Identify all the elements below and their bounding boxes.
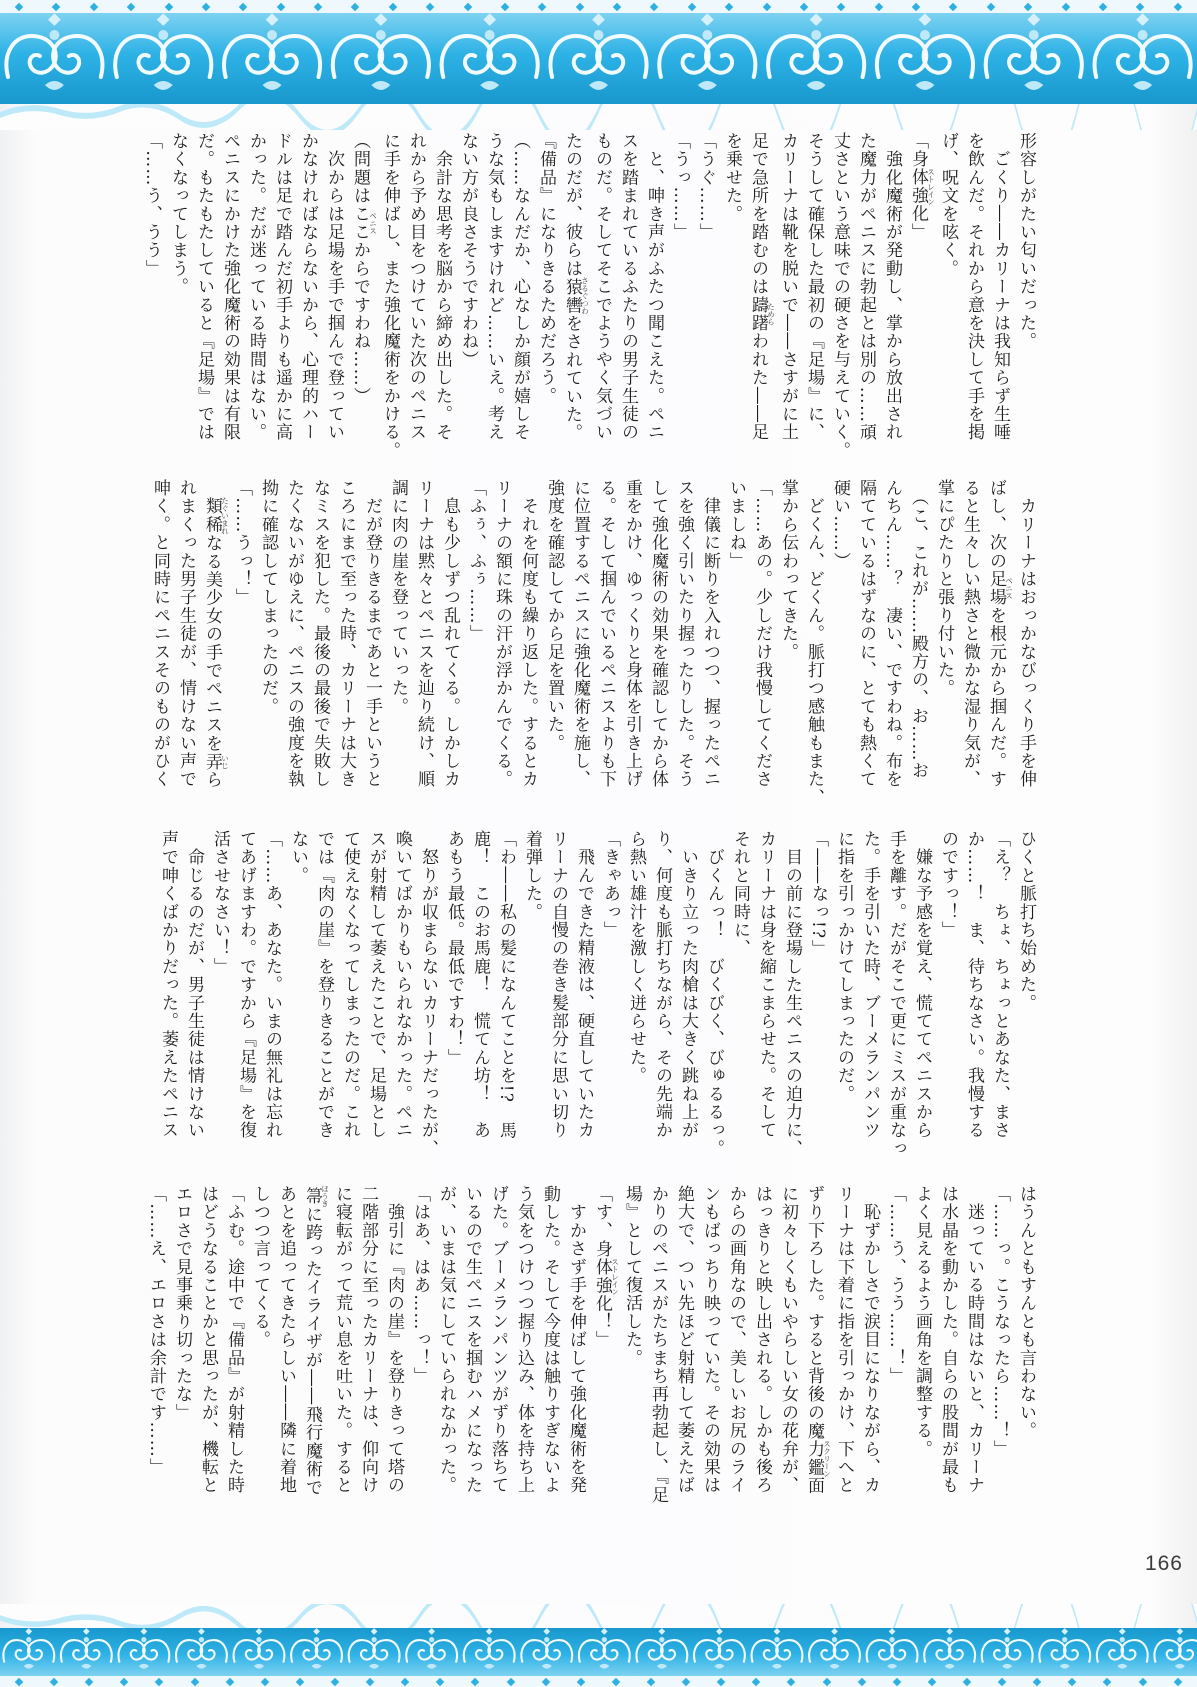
diamond-icon (541, 1677, 549, 1685)
text-column: だが登りきるまであと一手というと (362, 479, 382, 789)
diamond-icon (239, 2, 247, 10)
text-column: して強化魔術の効果を確認してから体 (648, 479, 668, 789)
diamond-icon (261, 1677, 269, 1685)
text-column: スが射精して萎えたことで、足場とし (366, 830, 386, 1140)
text-column: そうして確保した最初の『足場』に、 (804, 132, 824, 442)
text-column: はうんともすんとも言わない。 (1016, 1185, 1036, 1440)
diamond-icon (822, 1677, 830, 1685)
text-column: からの画角なので、美しいお尻のライ (726, 1185, 746, 1495)
ornament-border-top (0, 0, 1197, 130)
text-column: 目の前に登場した生ペニスの迫力に、 (782, 830, 802, 1158)
text-column: 迷っている時間はないと、カリーナ (964, 1185, 984, 1495)
text-column: 類稀たぐいまれなる美少女の手でペニスを弄いじら (202, 496, 230, 789)
text-column: げた。ブーメランパンツがずり落ちて (488, 1185, 508, 1495)
diamond-icon (436, 1677, 444, 1685)
text-column: 声で呻くばかりだった。萎えたペニス (158, 830, 178, 1140)
text-column: ない。 (288, 830, 308, 885)
text-column: ると生々しい熱さと微かな湿り気が、 (960, 479, 980, 789)
diamond-icon (506, 1677, 514, 1685)
text-column: 鹿！ このお馬鹿！ 慌てん坊！ あ (470, 830, 490, 1140)
text-column: ペニスにかけた強化魔術の効果は有限 (220, 132, 240, 442)
text-column: に手を伸ばし、また強化魔術をかける。 (380, 132, 400, 460)
diamond-icon (471, 1677, 479, 1685)
diamond-icon (85, 1677, 93, 1685)
text-column: を乗せた。 (722, 132, 742, 223)
scroll-ornament-top (0, 13, 1197, 104)
diamond-icon (650, 2, 658, 10)
text-column: スを踏まれているふたりの男子生徒の (618, 132, 638, 442)
text-column: 丈さという意味での硬さを与えていく。 (830, 132, 850, 460)
wave-edge-top (0, 104, 1197, 130)
text-column: いましね」 (726, 479, 746, 570)
diamond-icon (682, 1677, 690, 1685)
text-column: 恥ずかしさで涙目になりながら、カ (860, 1185, 880, 1495)
diamond-icon (874, 2, 882, 10)
text-column: げ、呪文を呟く。 (938, 132, 958, 278)
text-column: リーナの額に珠の汗が浮かんでくる。 (492, 479, 512, 789)
text-column: かなければならないから、心理的ハー (298, 132, 318, 442)
text-column: すかさず手を伸ばして強化魔術を発 (566, 1185, 586, 1495)
text-column: カリーナは身を縮こまらせた。そして (756, 830, 776, 1140)
text-column: ない方が良さそうですわね） (458, 132, 478, 369)
text-column: ごくり――カリーナは我知らず生唾 (990, 132, 1010, 442)
diamond-icon (613, 2, 621, 10)
text-column: か……！ ま、待ちなさい。我慢する (964, 830, 984, 1140)
wave-edge-bottom (0, 1604, 1197, 1628)
text-column: ンもばっちり映っていた。その効果は (700, 1185, 720, 1495)
diamond-icon (296, 1677, 304, 1685)
diamond-icon (276, 2, 284, 10)
text-column: 「え？ ちょ、ちょっとあなた、まさ (990, 830, 1010, 1140)
diamond-icon (892, 1677, 900, 1685)
diamond-strip-bottom (0, 1676, 1197, 1687)
text-column: ら熱い雄汁を激しく迸らせた。 (626, 830, 646, 1085)
diamond-icon (725, 2, 733, 10)
text-column: 「ふぅ、ふぅ……」 (466, 479, 486, 643)
text-column: に寝転がって荒い息を吐いた。すると (332, 1185, 352, 1495)
text-column: 足で急所を踏むのは躊躇ためらわれた――足 (748, 132, 776, 442)
diamond-icon (351, 2, 359, 10)
ornament-band-bottom (0, 1628, 1197, 1676)
text-column: かった。だが迷っている時間はない。 (246, 132, 266, 442)
diamond-icon (837, 2, 845, 10)
text-column: スを強く引いたり握ったりした。そう (674, 479, 694, 789)
diamond-icon (501, 2, 509, 10)
text-column: てあげますわ。ですから『足場』を復 (236, 830, 256, 1140)
text-column: 強引に『肉の崖』を登りきって塔の (384, 1185, 404, 1495)
text-column: いきり立った肉槍は大きく跳ね上が (678, 830, 698, 1140)
text-column: のですっ！」 (938, 830, 958, 940)
diamond-icon (127, 2, 135, 10)
diamond-icon (538, 2, 546, 10)
diamond-icon (120, 1677, 128, 1685)
text-column: はどうなることかと思ったが、機転と (198, 1185, 218, 1495)
text-column: 「……う、うう……！」 (886, 1185, 906, 1386)
text-column: ころにまで至った時、カリーナは大き (336, 479, 356, 789)
diamond-icon (202, 2, 210, 10)
ornament-band-top (0, 13, 1197, 104)
diamond-icon (50, 1677, 58, 1685)
scroll-ornament-bottom (0, 1628, 1197, 1676)
text-column: 「身体強化ストレイン」 (908, 132, 936, 242)
text-column: れまくった男子生徒が、情けない声で (176, 479, 196, 789)
text-column: 律儀に断りを入れつつ、握ったペニ (700, 479, 720, 789)
text-block-4 (143, 1185, 1039, 1533)
text-column: ひくと脈打ち始めた。 (1016, 830, 1036, 1012)
text-column: カリーナは靴を脱いで――さすがに土 (778, 132, 798, 442)
diamond-icon (577, 1677, 585, 1685)
diamond-icon (800, 2, 808, 10)
text-column: 『備品』になりきるためだろう。 (536, 132, 556, 405)
text-column: う気をつけつつ握り込み、体を持ち上 (514, 1185, 534, 1495)
text-column: 調に肉の崖を登っていった。 (388, 479, 408, 716)
text-column: ばし、次の足場ペニスを根元から掴んだ。す (986, 479, 1014, 789)
diamond-icon (1099, 2, 1107, 10)
text-column: よく見えるよう画角を調整する。 (912, 1185, 932, 1458)
text-column: なミスを犯した。最後の最後で失敗し (310, 479, 330, 789)
text-column: 「ふむ。途中で『備品』が射精した時 (224, 1185, 244, 1495)
diamond-icon (647, 1677, 655, 1685)
text-column: 形容しがたい匂いだった。 (1016, 132, 1036, 351)
diamond-icon (1068, 1677, 1076, 1685)
diamond-icon (787, 1677, 795, 1685)
text-column: は水晶を動かした。自らの股間が最も (938, 1185, 958, 1495)
diamond-icon (1103, 1677, 1111, 1685)
text-column: カリーナはおっかなびっくり手を伸 (1016, 479, 1036, 789)
text-column: 「……うっ！」 (232, 479, 252, 607)
text-column: 次からは足場を手で掴んで登ってい (324, 132, 344, 442)
ornament-border-bottom (0, 1604, 1197, 1687)
text-column: 余計な思考を脳から締め出した。そ (432, 132, 452, 442)
text-column: はっきりと映し出される。しかも後ろ (752, 1185, 772, 1495)
text-column: リーナの自慢の巻き髪部分に思い切り (548, 830, 568, 1140)
text-column: 「……う、うう」 (142, 132, 162, 278)
diamond-icon (190, 1677, 198, 1685)
text-column: り、何度も脈打ちながら、その先端か (652, 830, 672, 1140)
text-column: た魔力がペニスに勃起とは別の……頑 (856, 132, 876, 442)
text-column: 「……あの。少しだけ我慢してくださ (752, 479, 772, 789)
text-column: 「うっ……」 (670, 132, 690, 242)
diamond-icon (426, 2, 434, 10)
diamond-icon (90, 2, 98, 10)
diamond-icon (998, 1677, 1006, 1685)
diamond-icon (688, 2, 696, 10)
text-column: と、呻き声がふたつ聞こえた。ペニ (644, 132, 664, 442)
text-column: ものだ。そしてそこでようやく気づい (592, 132, 612, 442)
text-column: かりのペニスがたちまち再勃起し、『足 (648, 1185, 668, 1505)
diamond-icon (928, 1677, 936, 1685)
text-block-3 (155, 830, 1039, 1178)
text-column: 強度を確認してから足を置いた。 (544, 479, 564, 752)
text-column: 重をかけ、ゆっくりと身体を引き上げ (622, 479, 642, 789)
diamond-icon (401, 1677, 409, 1685)
text-column: 手を離す。だがそこで更にミスが重なっ (886, 830, 906, 1158)
text-column: れから予め目をつけていた次のペニス (406, 132, 426, 442)
text-column: 着弾した。 (522, 830, 542, 921)
text-column: 呻く。と同時にペニスそのものがひく (150, 479, 170, 789)
text-column: （こ、これが……殿方の、お……お (908, 479, 928, 780)
diamond-icon (155, 1677, 163, 1685)
text-column: に位置するペニスに強化魔術を施し、 (570, 479, 590, 789)
diamond-icon (1173, 2, 1181, 10)
diamond-icon (225, 1677, 233, 1685)
text-column: 喚いてばかりもいられなかった。ペニ (392, 830, 412, 1140)
text-column: 掌から伝わってきた。 (778, 479, 798, 661)
text-column: 掌にぴたりと張り付いた。 (934, 479, 954, 698)
diamond-icon (164, 2, 172, 10)
diamond-icon (366, 1677, 374, 1685)
text-column: 「……あ、あなた。いまの無礼は忘れ (262, 830, 282, 1140)
diamond-icon (987, 2, 995, 10)
diamond-icon (1138, 1677, 1146, 1685)
text-column: エロさで見事乗り切ったな」 (172, 1185, 192, 1422)
text-column: （……なんだか、心なしか顔が嬉しそ (510, 132, 530, 442)
text-column: に初々しくもいやらしい女の花弁が、 (778, 1185, 798, 1495)
text-column: 怒りが収まらないカリーナだったが、 (418, 830, 438, 1158)
diamond-icon (314, 2, 322, 10)
diamond-icon (762, 2, 770, 10)
text-column: んちん……？ 凄い、ですわね。布を (882, 479, 902, 789)
text-column: では『肉の崖』を登りきることができ (314, 830, 334, 1140)
text-column: 「きゃあっ」 (600, 830, 620, 940)
text-column: 「わ――私の髪になんてことを!? 馬 (496, 830, 516, 1140)
text-column: 命じるのだが、男子生徒は情けない (184, 830, 204, 1140)
text-column: それと同時に、 (730, 830, 750, 958)
text-column: だ。もたもたしていると『足場』では (194, 132, 214, 442)
text-column: たのだが、彼らは猿轡さるぐつわをされていた。 (562, 132, 590, 442)
text-column: ずり下ろした。すると背後の魔力鑑面スクリーン (804, 1185, 832, 1495)
diamond-icon (1033, 1677, 1041, 1685)
text-column: 二階部分に至ったカリーナは、仰向け (358, 1185, 378, 1495)
text-column: びくんっ！ びくびく、びゅるるっ。 (704, 830, 724, 1158)
diamond-icon (752, 1677, 760, 1685)
diamond-icon (1136, 2, 1144, 10)
diamond-icon (717, 1677, 725, 1685)
text-column: 「――なっ!?」 (808, 830, 828, 958)
text-column: あとを追ってきたらしい――隣に着地 (276, 1185, 296, 1495)
text-column: あもう最低。最低ですわ！」 (444, 830, 464, 1067)
text-column: 動した。そして今度は触りすぎないよ (540, 1185, 560, 1495)
text-column: 「うぐ……」 (696, 132, 716, 242)
text-column: それを何度も繰り返した。するとカ (518, 479, 538, 789)
text-column: 硬い……） (830, 479, 850, 570)
text-column: （問題はここペニスからですわね……） (350, 132, 378, 406)
text-column: 強化魔術が発動し、掌から放出され (882, 132, 902, 442)
text-column: たくないがゆえに、ペニスの強度を執 (284, 479, 304, 789)
diamond-icon (612, 1677, 620, 1685)
text-column: 場』として復活した。 (622, 1185, 642, 1367)
text-column: うな気もしますけれど……いえ。考え (484, 132, 504, 442)
text-column: リーナは黙々とペニスを辿り続け、順 (414, 479, 434, 789)
text-column: た。手を引いた時、ブーメランパンツ (860, 830, 880, 1140)
text-column: 活させなさい！」 (210, 830, 230, 976)
diamond-icon (52, 2, 60, 10)
text-column: 絶大で、つい先ほど射精して萎えたば (674, 1185, 694, 1495)
text-column: なくなってしまう。 (168, 132, 188, 296)
text-column: 隔てているはずなのに、とても熱くて (856, 479, 876, 789)
text-column: 箒ほうきに跨ったイライザが――飛行魔術で (302, 1185, 330, 1497)
text-column: る。そして掴んでいるペニスよりも下 (596, 479, 616, 789)
diamond-icon (389, 2, 397, 10)
text-column: 「……っ。こうなったら……！」 (990, 1185, 1010, 1458)
diamond-icon (1024, 2, 1032, 10)
diamond-strip-top (0, 0, 1197, 13)
text-column: 「す、身体強化ストレイン！」 (592, 1185, 620, 1349)
text-column: 拗に確認してしまったのだ。 (258, 479, 278, 716)
diamond-icon (949, 2, 957, 10)
text-column: 飛んできた精液は、硬直していたカ (574, 830, 594, 1140)
text-column: に指を引っかけてしまったのだ。 (834, 830, 854, 1103)
diamond-icon (463, 2, 471, 10)
text-column: 息も少しずつ乱れてくる。しかしカ (440, 479, 460, 789)
text-block-2 (147, 479, 1039, 827)
diamond-icon (15, 2, 23, 10)
page-number: 166 (1144, 1552, 1183, 1575)
text-column: が、いまは気にしていられなかった。 (436, 1185, 456, 1495)
diamond-icon (1061, 2, 1069, 10)
diamond-icon (963, 1677, 971, 1685)
text-column: いるので生ペニスを掴むハメになった (462, 1185, 482, 1495)
text-column: 嫌な予感を覚え、慌ててペニスから (912, 830, 932, 1140)
text-column: しつつ言ってくる。 (250, 1185, 270, 1349)
text-column: ドルは足で踏んだ初手よりも遥かに高 (272, 132, 292, 442)
text-column: を飲んだ。それから意を決して手を掲 (964, 132, 984, 442)
diamond-icon (575, 2, 583, 10)
text-block-1 (139, 132, 1039, 480)
diamond-icon (912, 2, 920, 10)
diamond-icon (1173, 1677, 1181, 1685)
text-column: どくん、どくん。脈打つ感触もまた、 (804, 479, 824, 807)
diamond-icon (857, 1677, 865, 1685)
text-column: 「はあ、はあ……っ！」 (410, 1185, 430, 1386)
text-column: リーナは下着に指を引っかけ、下へと (834, 1185, 854, 1495)
diamond-icon (331, 1677, 339, 1685)
text-column: て使えなくなってしまったのだ。これ (340, 830, 360, 1140)
diamond-icon (15, 1677, 23, 1685)
text-column: 「……え、エロさは余計です……」 (146, 1185, 166, 1477)
